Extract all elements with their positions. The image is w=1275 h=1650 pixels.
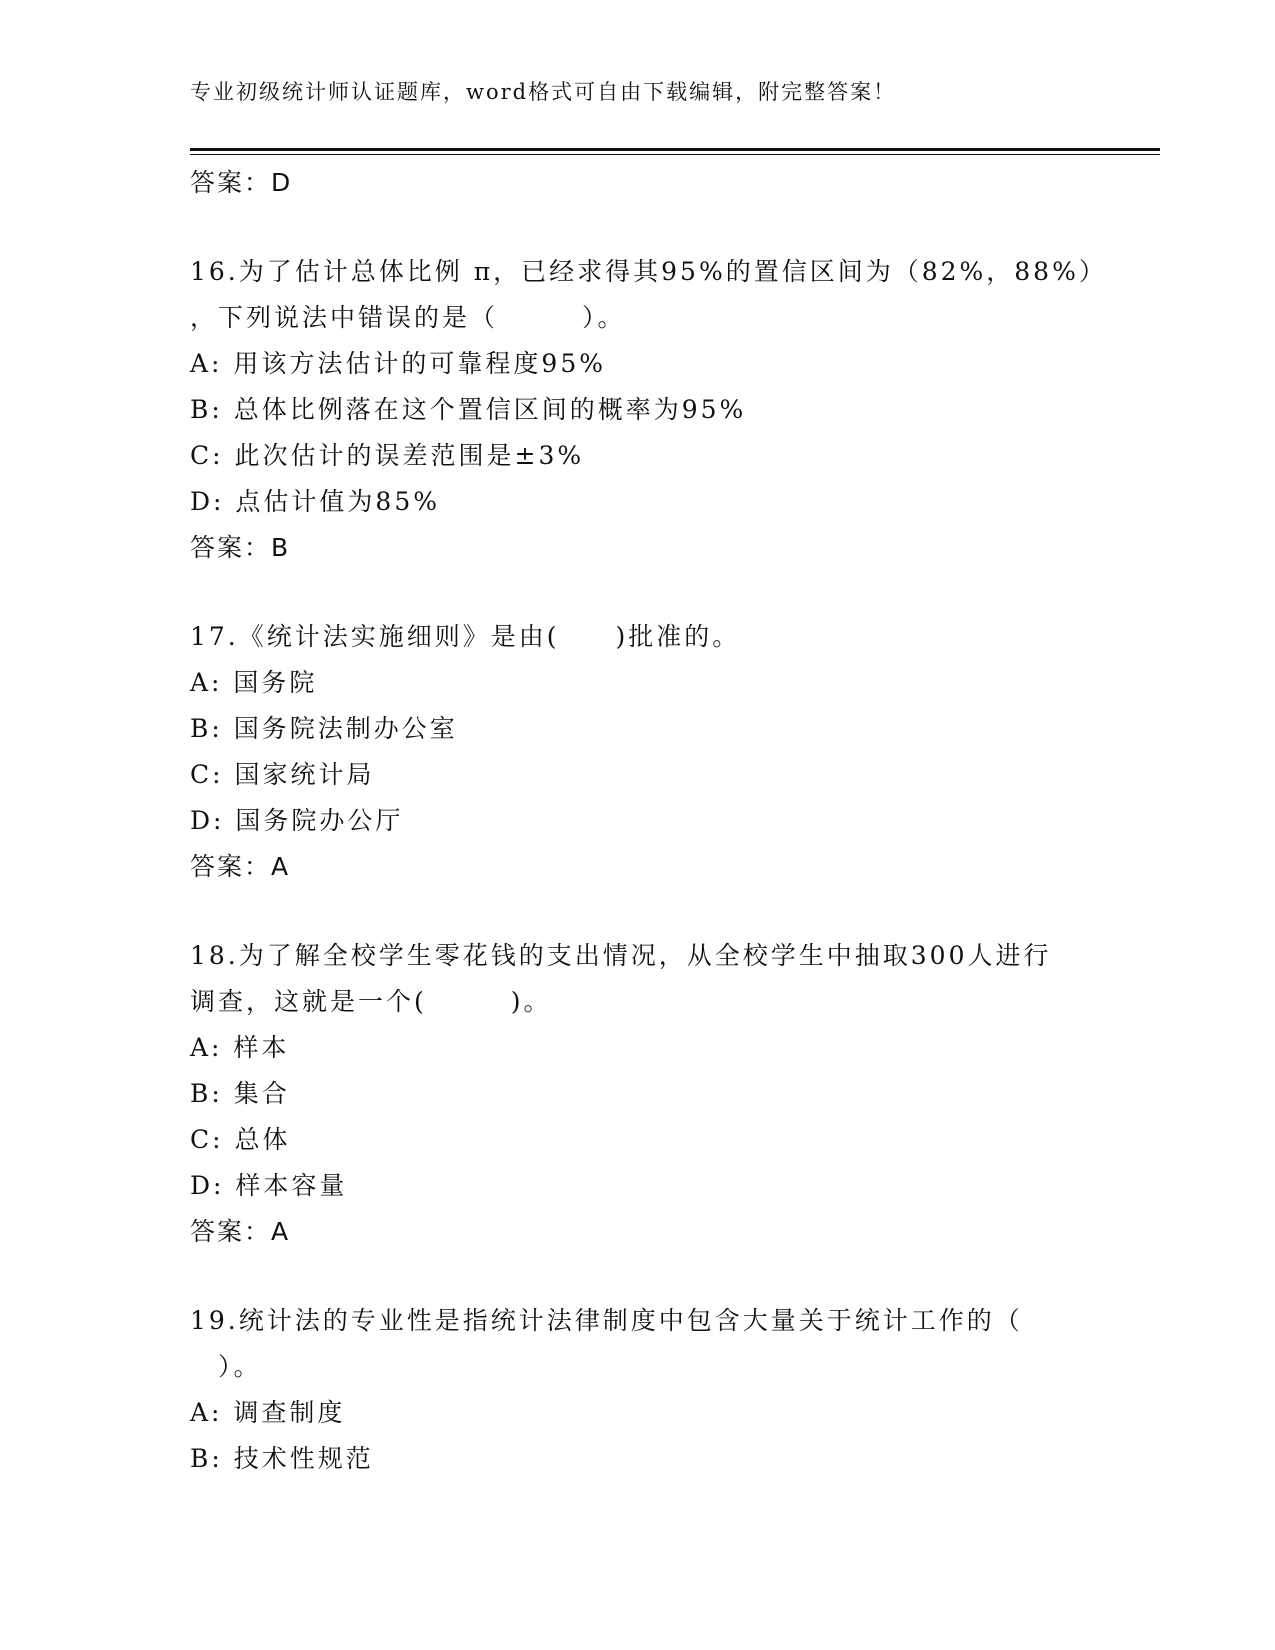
header-rule [190,148,1160,151]
option-a: A: 用该方法估计的可靠程度95% [190,349,606,378]
question-text: 19.统计法的专业性是指统计法律制度中包含大量关于统计工作的（ [190,1306,1023,1335]
option-a: A: 国务院 [190,668,318,697]
question-block [190,933,1090,1255]
option-b: B: 技术性规范 [190,1444,374,1473]
page-header: 专业初级统计师认证题库，word格式可自由下载编辑，附完整答案！ [190,80,897,104]
question-text: ，下列说法中错误的是（ ）。 [190,303,626,332]
header-rule-thin [190,154,1160,155]
question-list [190,160,1107,1482]
answer-line: 答案：A [190,852,291,881]
option-b: B: 总体比例落在这个置信区间的概率为95% [190,395,747,424]
option-b: B: 集合 [190,1079,290,1108]
answer-line: 答案：A [190,1217,291,1246]
answer-line: 答案：B [190,533,291,562]
option-d: D: 点估计值为85% [190,487,440,516]
option-c: C: 此次估计的误差范围是±3% [190,441,585,470]
option-a: A: 样本 [190,1033,290,1062]
question-text: 调查，这就是一个( )。 [190,987,552,1016]
question-block [190,614,1090,890]
question-text: 18.为了解全校学生零花钱的支出情况，从全校学生中抽取300人进行 [190,941,1052,970]
option-d: D: 样本容量 [190,1171,348,1200]
question-text: 17.《统计法实施细则》是由( )批准的。 [190,622,741,651]
question-block [190,1298,1090,1482]
question-text: ）。 [190,1352,262,1381]
option-a: A: 调查制度 [190,1398,346,1427]
option-d: D: 国务院办公厅 [190,806,404,835]
option-c: C: 国家统计局 [190,760,375,789]
question-block [190,249,1107,571]
option-b: B: 国务院法制办公室 [190,714,458,743]
answer-line: 答案：D [190,168,293,197]
option-c: C: 总体 [190,1125,291,1154]
question-text: 16.为了估计总体比例 π，已经求得其95%的置信区间为（82%，88%） [190,257,1107,286]
